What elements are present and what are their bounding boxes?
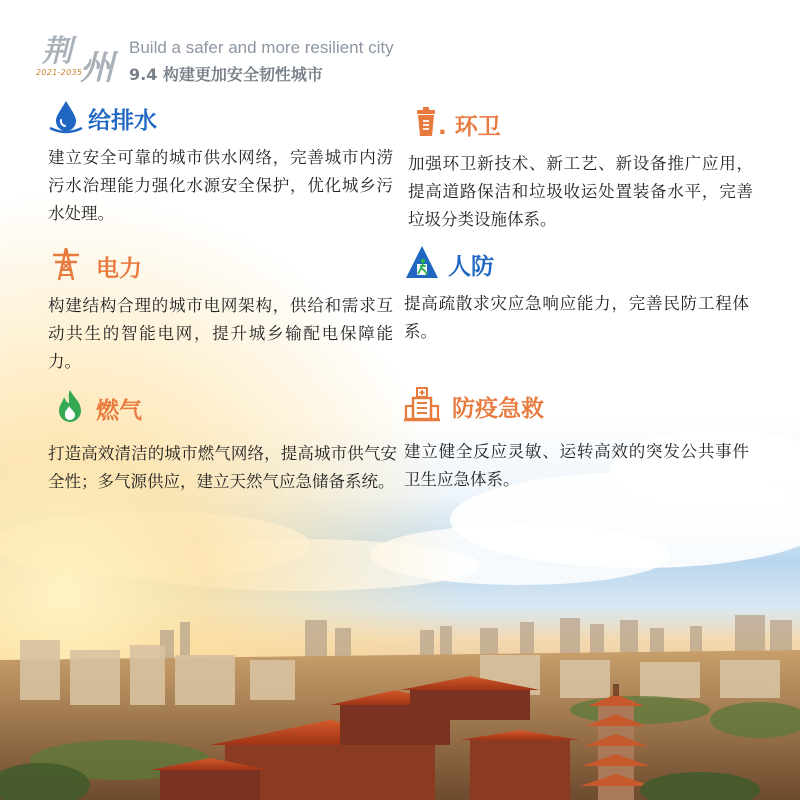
section-body: 打造高效清洁的城市燃气网络，提高城市供气安全性；多气源供应，建立天然气应急储备系统。: [48, 444, 397, 491]
section-body: 建立安全可靠的城市供水网络，完善城市内涝污水治理能力强化水源安全保护，优化城乡污水处理。: [48, 148, 393, 223]
page-title: 9.4 构建更加安全韧性城市: [129, 65, 323, 84]
logo-char: 荆: [42, 34, 72, 69]
section-water-supply: [48, 98, 393, 228]
section-body: 构建结构合理的城市电网架构，供给和需求互动共生的智能电网，提升城乡输配电保障能力。: [48, 296, 393, 371]
section-power: [48, 246, 393, 376]
city-logo: [32, 24, 124, 88]
section-header: [404, 386, 749, 422]
section-header: [408, 104, 753, 140]
section-body: 提高疏散求灾应急响应能力，完善民防工程体系。: [404, 294, 749, 341]
section-epidemic-response: [404, 386, 749, 494]
section-title: . 环卫: [438, 114, 501, 140]
section-gas: [48, 388, 397, 496]
section-body: 加强环卫新技术、新工艺、新设备推广应用，提高道路保洁和垃圾收运处置装备水平，完善垃圾分类设施体系。: [408, 154, 753, 229]
flame-icon: [52, 388, 88, 424]
section-title: 燃气: [96, 398, 142, 424]
section-title: 防疫急救: [452, 396, 544, 422]
section-sanitation: [408, 104, 753, 234]
section-title: 人防: [448, 254, 494, 280]
power-tower-icon: [48, 246, 84, 282]
subtitle-english: Build a safer and more resilient city: [129, 38, 394, 57]
section-header: [52, 388, 397, 424]
section-civil-defense: [404, 244, 749, 346]
logo-char: 州: [80, 48, 114, 88]
civil-defense-icon: [404, 244, 440, 280]
section-header: [48, 98, 393, 134]
section-header: [48, 246, 393, 282]
section-header: [404, 244, 749, 280]
hospital-building-icon: [404, 386, 440, 422]
section-body: 建立健全反应灵敏、运转高效的突发公共事件卫生应急体系。: [404, 442, 749, 489]
water-drop-icon: [48, 98, 84, 134]
section-title: 电力: [96, 256, 142, 282]
section-title: 给排水: [88, 108, 157, 134]
logo-years: 2021-2035: [36, 68, 83, 77]
